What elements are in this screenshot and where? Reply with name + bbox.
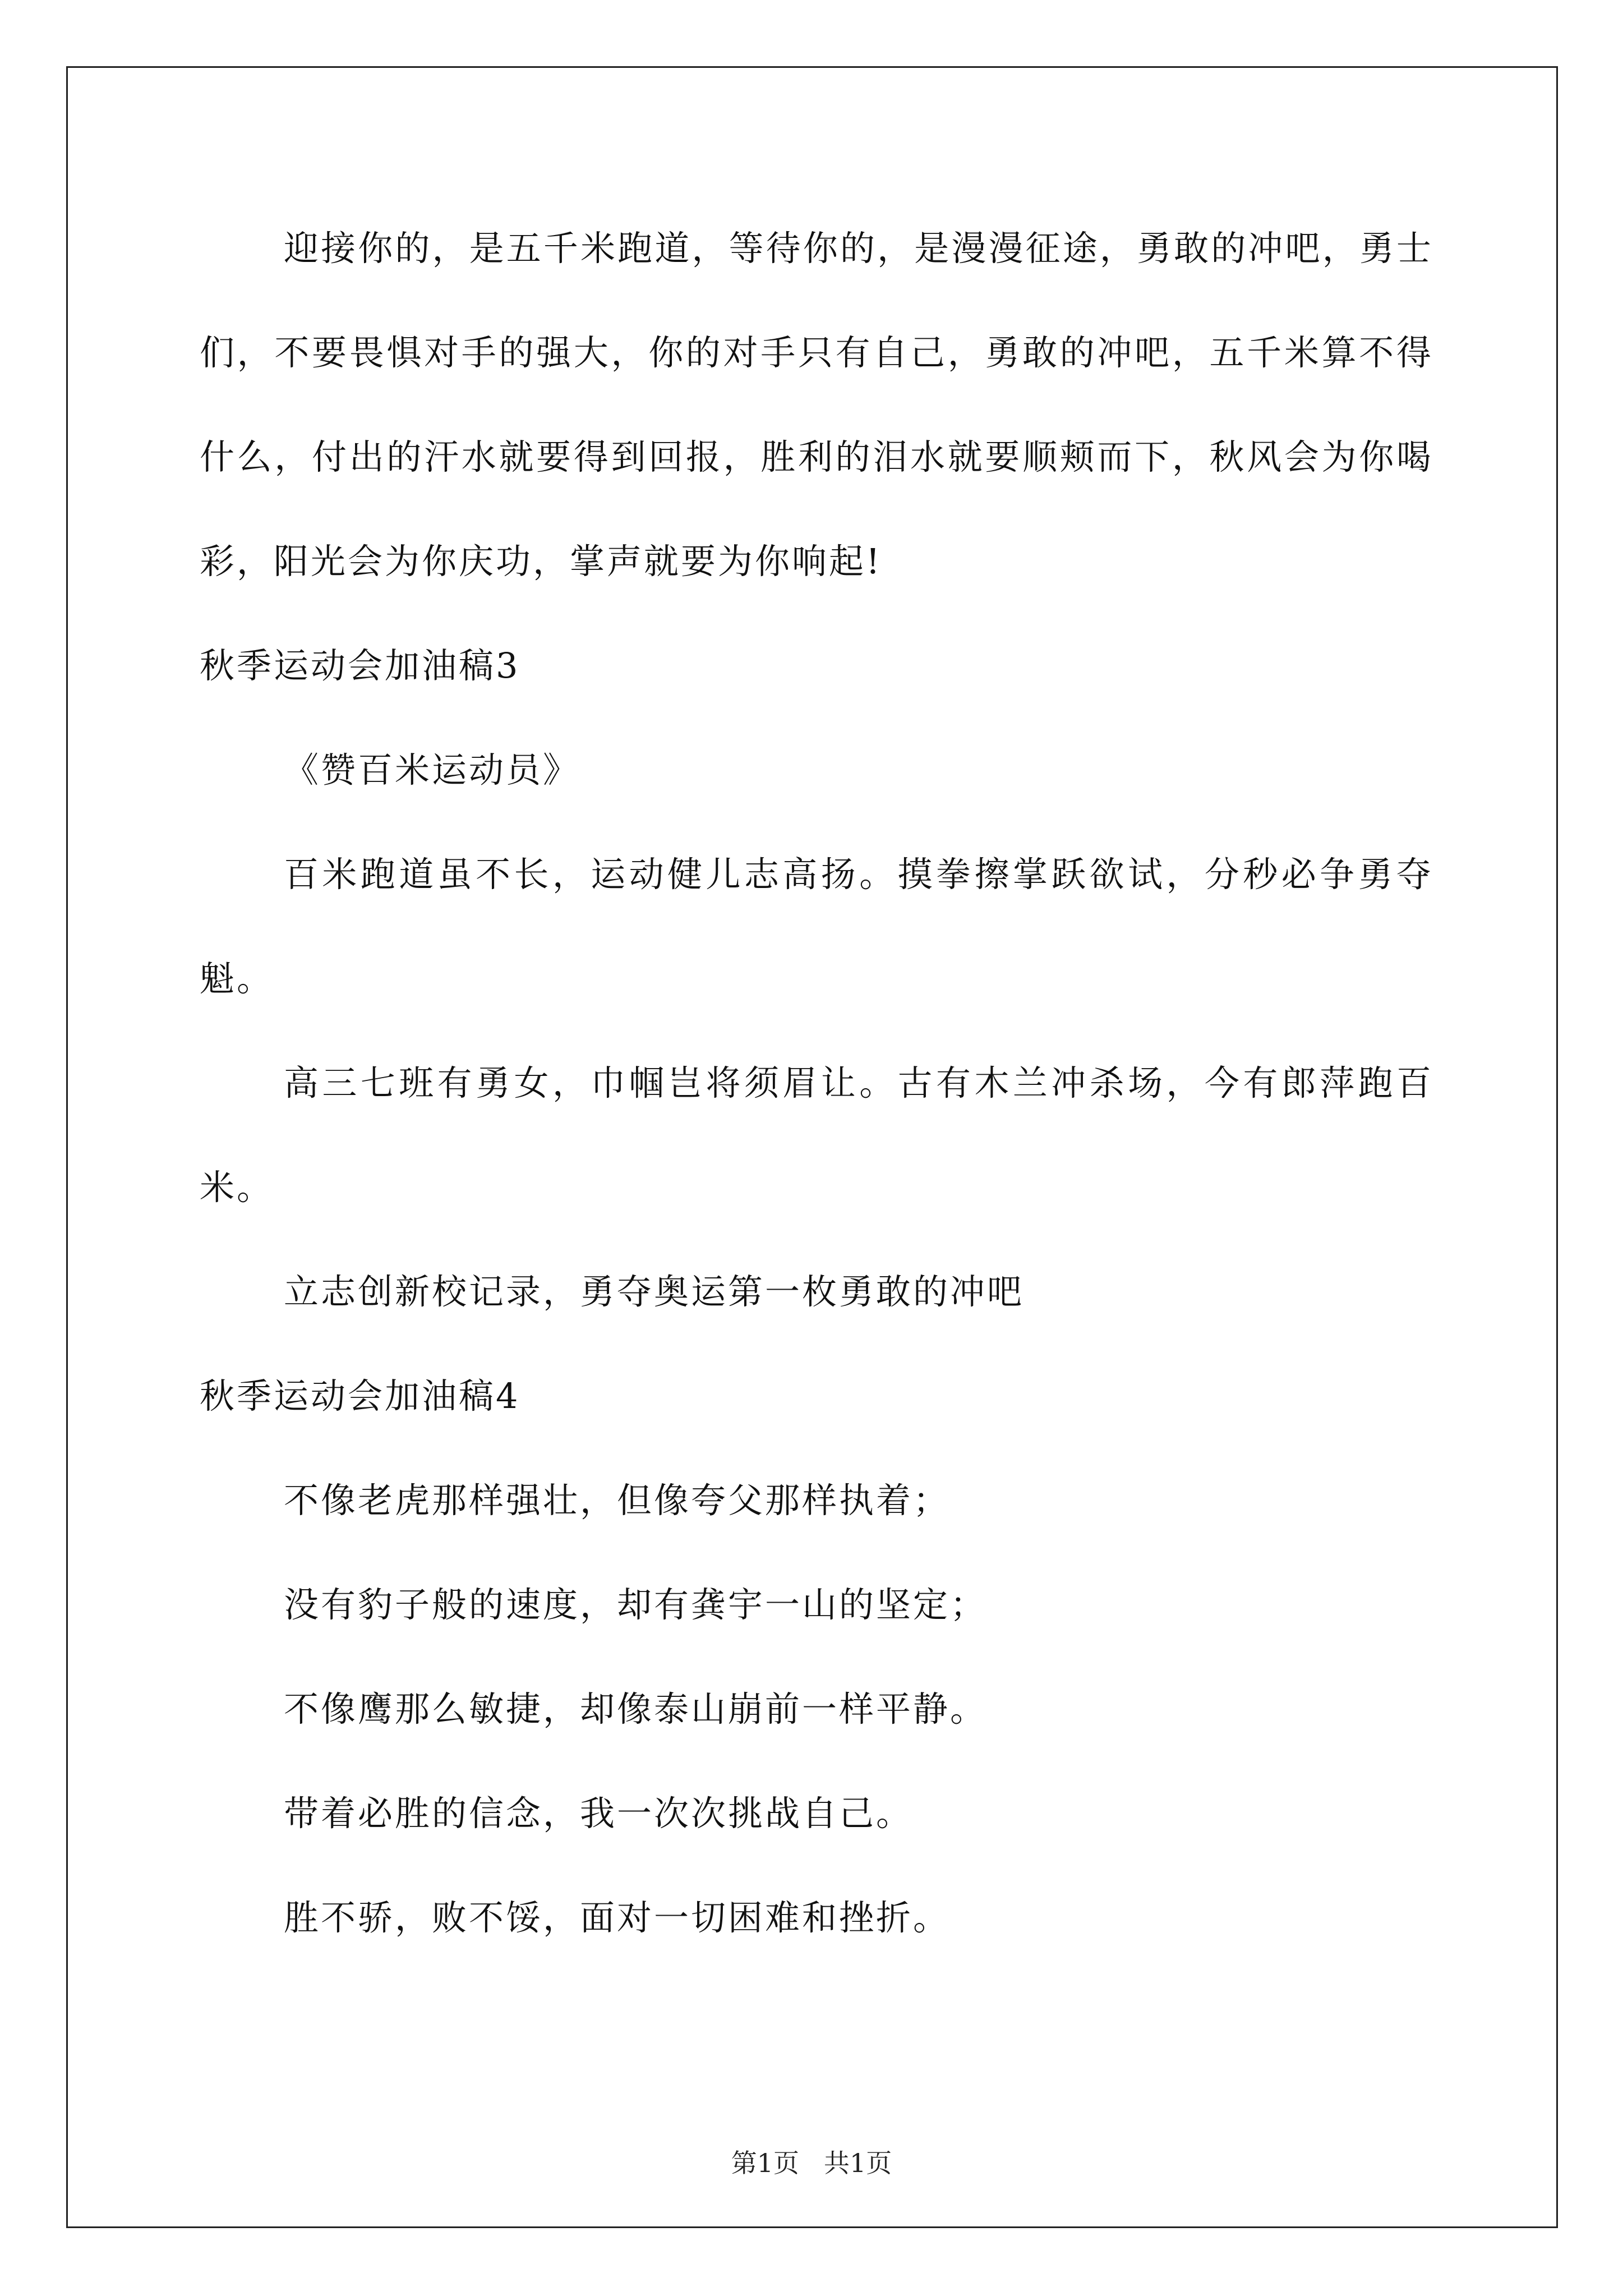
paragraph: 不像老虎那样强壮，但像夸父那样执着；: [284, 1480, 951, 1521]
paragraph: 迎接你的，是五千米跑道，等待你的，是漫漫征途，勇敢的冲吧，勇士们，不要畏惧对手的强大，你的对手只有自己，勇敢的冲吧，五千米算不得什么，付出的汗水就要得到回报，胜利的泪水就要顺颊而下，秋风会为你喝彩，阳光会为你庆功，掌声就要为你响起!: [200, 228, 1433, 582]
paragraph: 高三七班有勇女，巾帼岂将须眉让。古有木兰冲杀场，今有郎萍跑百米。: [200, 1062, 1433, 1208]
section-heading: 秋季运动会加油稿4: [200, 1375, 520, 1416]
page-footer: [0, 2143, 1623, 2180]
paragraph: 胜不骄，败不馁，面对一切困难和挫折。: [284, 1897, 951, 1938]
page-total: 共1页: [823, 2148, 892, 2178]
page-number: 第1页: [731, 2148, 800, 2178]
paragraph: 没有豹子般的速度，却有龚宇一山的坚定；: [284, 1584, 988, 1625]
paragraph: 立志创新校记录，勇夺奥运第一枚勇敢的冲吧: [284, 1271, 1025, 1312]
poem-title: 《赞百米运动员》: [284, 749, 580, 790]
paragraph: 百米跑道虽不长，运动健儿志高扬。摸拳擦掌跃欲试，分秒必争勇夺魁。: [200, 854, 1433, 999]
paragraph: 带着必胜的信念，我一次次挑战自己。: [284, 1793, 914, 1834]
paragraph: 不像鹰那么敏捷，却像泰山崩前一样平静。: [284, 1688, 988, 1729]
section-heading: 秋季运动会加油稿3: [200, 645, 520, 686]
document-body: [200, 196, 1433, 1970]
